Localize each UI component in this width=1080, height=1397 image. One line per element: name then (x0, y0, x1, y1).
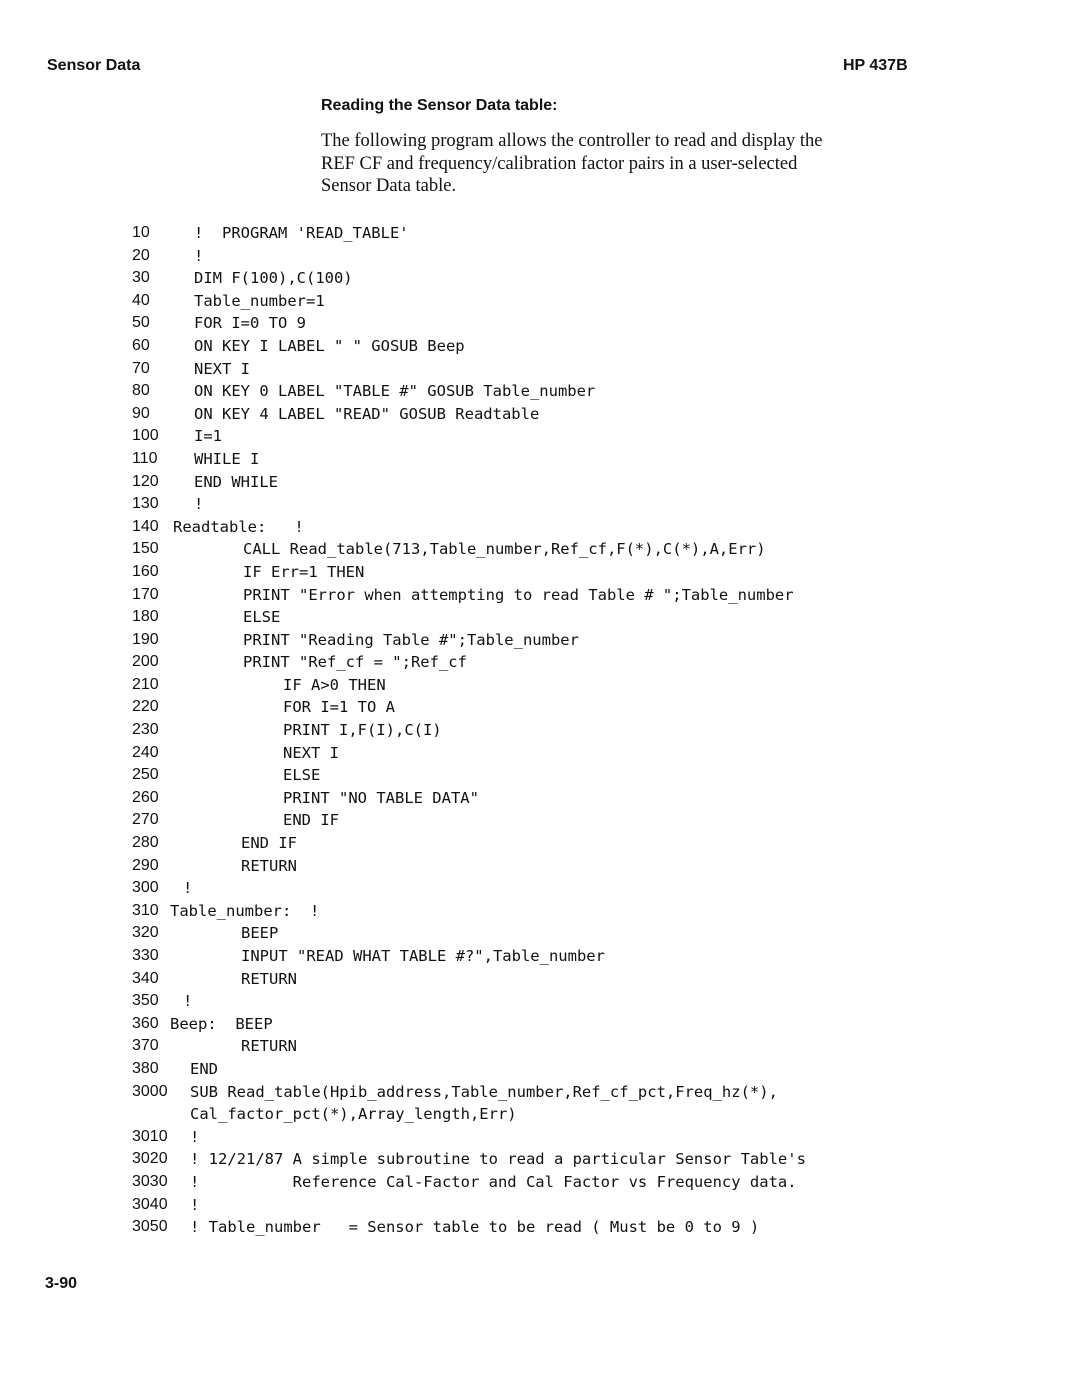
line-number: 210 (132, 675, 159, 693)
code-text: ! (183, 992, 193, 1011)
line-number: 3000 (132, 1082, 168, 1100)
code-line (0, 245, 1080, 268)
code-text: ELSE (243, 608, 281, 627)
line-number: 10 (132, 224, 150, 241)
code-text: ! (194, 246, 204, 265)
line-number: 230 (132, 721, 159, 739)
code-line (0, 651, 1080, 674)
line-number: 40 (132, 291, 150, 309)
page-number: 3-90 (45, 1275, 78, 1292)
line-number: 280 (132, 834, 159, 852)
code-line (0, 561, 1080, 584)
code-line (0, 312, 1080, 335)
line-number: 3030 (132, 1172, 168, 1190)
code-line (0, 584, 1080, 607)
line-number: 160 (132, 562, 159, 580)
code-line (0, 425, 1080, 448)
code-line (0, 403, 1080, 426)
line-number: 3050 (132, 1218, 168, 1236)
code-line (0, 516, 1080, 539)
code-text: PRINT "Ref_cf = ";Ref_cf (243, 653, 467, 672)
code-line (0, 764, 1080, 787)
code-text: PRINT "NO TABLE DATA" (283, 788, 479, 807)
line-number: 90 (132, 404, 150, 422)
code-line (0, 448, 1080, 471)
code-text: Readtable: ! (173, 517, 304, 536)
code-line (0, 267, 1080, 290)
code-line (0, 1081, 1080, 1104)
code-line (0, 1216, 1080, 1239)
line-number: 380 (132, 1059, 159, 1077)
code-line (0, 380, 1080, 403)
code-text: END IF (241, 834, 297, 853)
line-number: 140 (132, 517, 159, 535)
code-text: Table_number: ! (170, 901, 320, 920)
line-number: 100 (132, 427, 159, 445)
code-line (0, 945, 1080, 968)
code-text: ON KEY I LABEL " " GOSUB Beep (194, 336, 465, 355)
line-number: 180 (132, 608, 159, 626)
code-text: IF Err=1 THEN (243, 562, 365, 581)
line-number: 20 (132, 246, 150, 264)
code-text: ! Table_number = Sensor table to be read ( Must be 0 to 9 ) (190, 1218, 760, 1237)
line-number: 360 (132, 1014, 159, 1032)
code-text: SUB Read_table(Hpib_address,Table_number,Ref_cf_pct,Freq_hz(*), (190, 1082, 778, 1101)
code-line (0, 290, 1080, 313)
code-text: ! (190, 1195, 200, 1214)
code-text: INPUT "READ WHAT TABLE #?",Table_number (241, 947, 605, 965)
line-number: 260 (132, 788, 159, 806)
intro-line: The following program allows the controller to read and display the (321, 131, 823, 151)
code-line (0, 606, 1080, 629)
code-line (0, 809, 1080, 832)
line-number: 3010 (132, 1127, 168, 1145)
code-text: END WHILE (194, 472, 278, 491)
code-line (0, 629, 1080, 652)
code-line (0, 1148, 1080, 1171)
code-line (0, 538, 1080, 561)
line-number: 120 (132, 472, 159, 490)
code-line (0, 742, 1080, 765)
line-number: 340 (132, 969, 159, 987)
line-number: 240 (132, 743, 159, 761)
code-text: ON KEY 4 LABEL "READ" GOSUB Readtable (194, 404, 540, 423)
header-section-title: Sensor Data (47, 57, 141, 74)
line-number: 300 (132, 879, 159, 897)
code-text: NEXT I (194, 359, 250, 378)
code-text: BEEP (241, 924, 279, 943)
code-text: ! PROGRAM 'READ_TABLE' (194, 224, 409, 242)
code-text: DIM F(100),C(100) (194, 269, 353, 288)
code-line (0, 222, 1080, 245)
code-listing (0, 222, 1080, 1239)
code-line (0, 968, 1080, 991)
code-line (0, 696, 1080, 719)
code-line (0, 1194, 1080, 1217)
code-text: WHILE I (194, 449, 260, 468)
code-text: ! (190, 1127, 200, 1146)
code-line (0, 719, 1080, 742)
line-number: 290 (132, 856, 159, 874)
code-text: Beep: BEEP (170, 1014, 273, 1033)
code-line (0, 1058, 1080, 1081)
code-line (0, 900, 1080, 923)
code-text: ON KEY 0 LABEL "TABLE #" GOSUB Table_number (194, 382, 596, 401)
code-text: ! 12/21/87 A simple subroutine to read a particular Sensor Table's (190, 1150, 806, 1169)
code-text: RETURN (241, 969, 297, 988)
code-line (0, 1035, 1080, 1058)
code-text: FOR I=0 TO 9 (194, 314, 306, 333)
code-line (0, 493, 1080, 516)
line-number: 60 (132, 336, 150, 354)
line-number: 250 (132, 766, 159, 784)
line-number: 70 (132, 359, 150, 377)
code-text: PRINT "Reading Table #";Table_number (243, 630, 579, 649)
line-number: 30 (132, 269, 150, 287)
code-line (0, 990, 1080, 1013)
intro-line: Sensor Data table. (321, 176, 457, 196)
header-model-name: HP 437B (843, 57, 908, 74)
code-line (0, 832, 1080, 855)
line-number: 170 (132, 585, 159, 603)
line-number: 320 (132, 924, 159, 942)
code-text: Table_number=1 (194, 291, 325, 310)
code-text: RETURN (241, 1037, 297, 1056)
code-text: I=1 (194, 427, 222, 446)
line-number: 110 (132, 449, 158, 467)
line-number: 370 (132, 1037, 159, 1055)
subheading: Reading the Sensor Data table: (321, 97, 558, 114)
line-number: 190 (132, 630, 159, 648)
code-text: FOR I=1 TO A (283, 698, 395, 717)
line-number: 330 (132, 947, 159, 964)
code-line (0, 471, 1080, 494)
code-text: CALL Read_table(713,Table_number,Ref_cf,F(*),C(*),A,Err) (243, 540, 766, 559)
code-text: ! Reference Cal-Factor and Cal Factor vs Frequency data. (190, 1172, 797, 1191)
code-line (0, 855, 1080, 878)
code-line (0, 877, 1080, 900)
line-number: 200 (132, 653, 159, 671)
code-line (0, 787, 1080, 810)
line-number: 80 (132, 382, 150, 400)
code-line (0, 1126, 1080, 1149)
line-number: 3040 (132, 1195, 168, 1213)
intro-line: REF CF and frequency/calibration factor pairs in a user-selected (321, 153, 798, 174)
code-text: END (190, 1059, 218, 1078)
line-number: 310 (132, 901, 159, 919)
intro-paragraph (321, 130, 921, 198)
code-line (0, 674, 1080, 697)
line-number: 130 (132, 495, 159, 513)
code-line (0, 1171, 1080, 1194)
code-line (0, 358, 1080, 381)
code-text: ! (194, 495, 204, 514)
line-number: 50 (132, 314, 150, 332)
line-number: 220 (132, 698, 159, 716)
code-text: RETURN (241, 856, 297, 875)
code-text: ELSE (283, 766, 321, 785)
code-text: NEXT I (283, 743, 339, 762)
code-line (0, 1013, 1080, 1036)
code-text: IF A>0 THEN (283, 675, 386, 694)
line-number: 150 (132, 540, 159, 558)
code-line (0, 1103, 1080, 1126)
code-text: END IF (283, 811, 339, 830)
line-number: 350 (132, 992, 159, 1010)
code-text: ! (183, 879, 193, 898)
code-text: PRINT I,F(I),C(I) (283, 721, 442, 740)
code-text: Cal_factor_pct(*),Array_length,Err) (190, 1105, 517, 1124)
code-text: PRINT "Error when attempting to read Table # ";Table_number (243, 585, 794, 604)
line-number: 270 (132, 811, 159, 829)
line-number: 3020 (132, 1150, 168, 1168)
code-line (0, 922, 1080, 945)
code-line (0, 335, 1080, 358)
